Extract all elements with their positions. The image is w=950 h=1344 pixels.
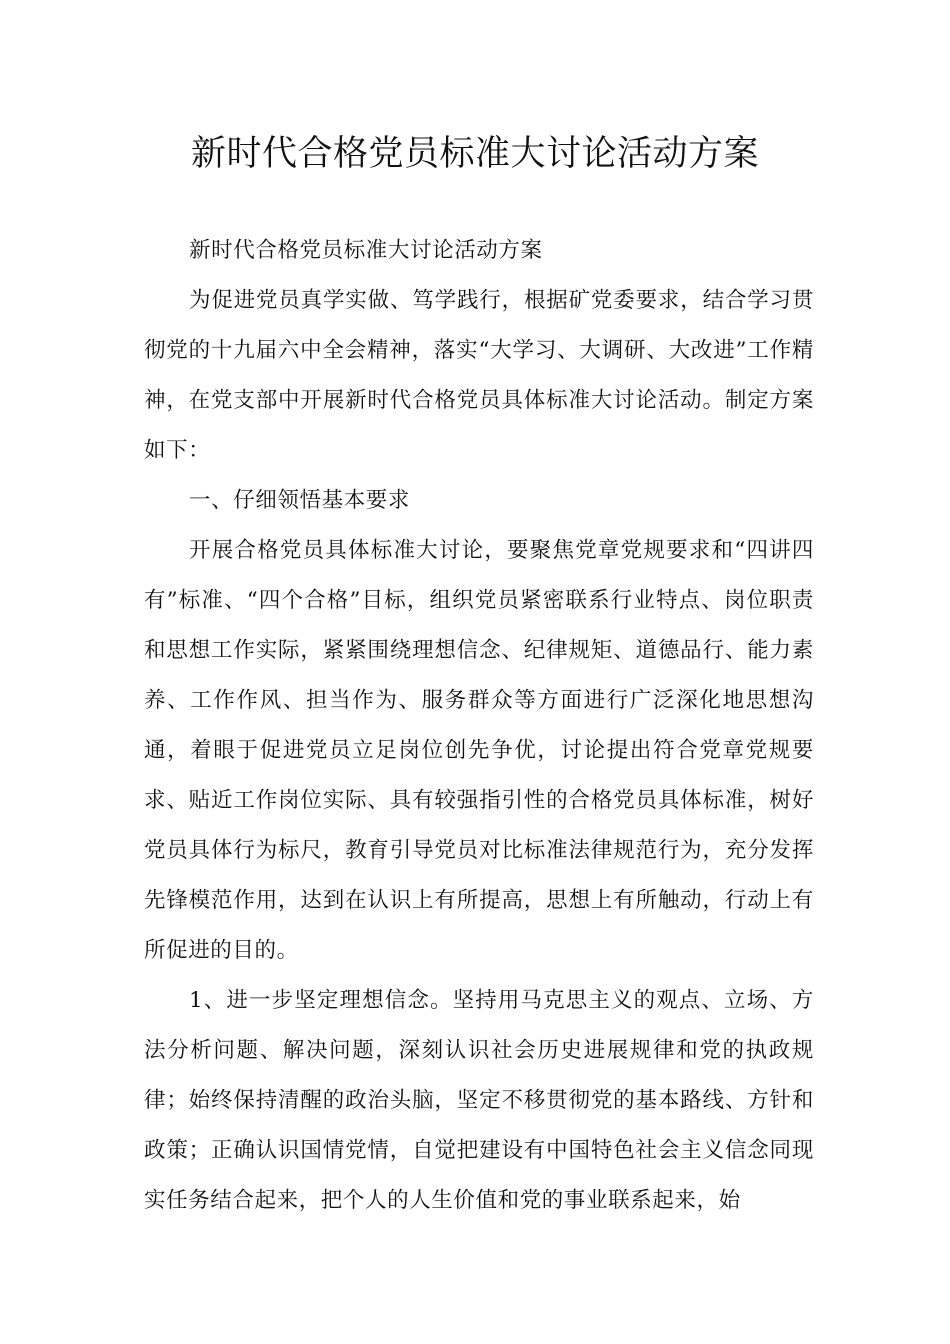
document-body	[144, 226, 814, 1226]
document-title: 新时代合格党员标准大讨论活动方案	[190, 134, 759, 174]
section-heading-1: 一、仔细领悟基本要求	[189, 488, 411, 513]
body-paragraph-requirements: 开展合格党员具体标准大讨论，要聚焦党章党规要求和“四讲四有”标准、“四个合格”目标，组织党员紧密联系行业特点、岗位职责和思想工作实际，紧紧围绕理想信念、纪律规矩、道德品行、能力素养、工作作风、担当作为、服务群众等方面进行广泛深化地思想沟通，着眼于促进党员立足岗位创先争优，讨论提出符合党章党规要求、贴近工作岗位实际、具有较强指引性的合格党员具体标准，树好党员具体行为标尺，教育引导党员对比标准法律规范行为，充分发挥先锋模范作用，达到在认识上有所提高，思想上有所触动，行动上有所促进的目的。	[144, 538, 814, 963]
body-paragraph-item-1: 1、进一步坚定理想信念。坚持用马克思主义的观点、立场、方法分析问题、解决问题，深刻认识社会历史进展规律和党的执政规律；始终保持清醒的政治头脑，坚定不移贯彻党的基本路线、方针和政策；正确认识国情党情，自觉把建设有中国特色社会主义信念同现实任务结合起来，把个人的人生价值和党的事业联系起来，始	[144, 988, 814, 1213]
body-paragraph-subtitle: 新时代合格党员标准大讨论活动方案	[189, 238, 543, 263]
body-paragraph-intro: 为促进党员真学实做、笃学践行，根据矿党委要求，结合学习贯彻党的十九届六中全会精神，落实“大学习、大调研、大改进”工作精神，在党支部中开展新时代合格党员具体标准大讨论活动。制定方案如下：	[144, 288, 814, 463]
